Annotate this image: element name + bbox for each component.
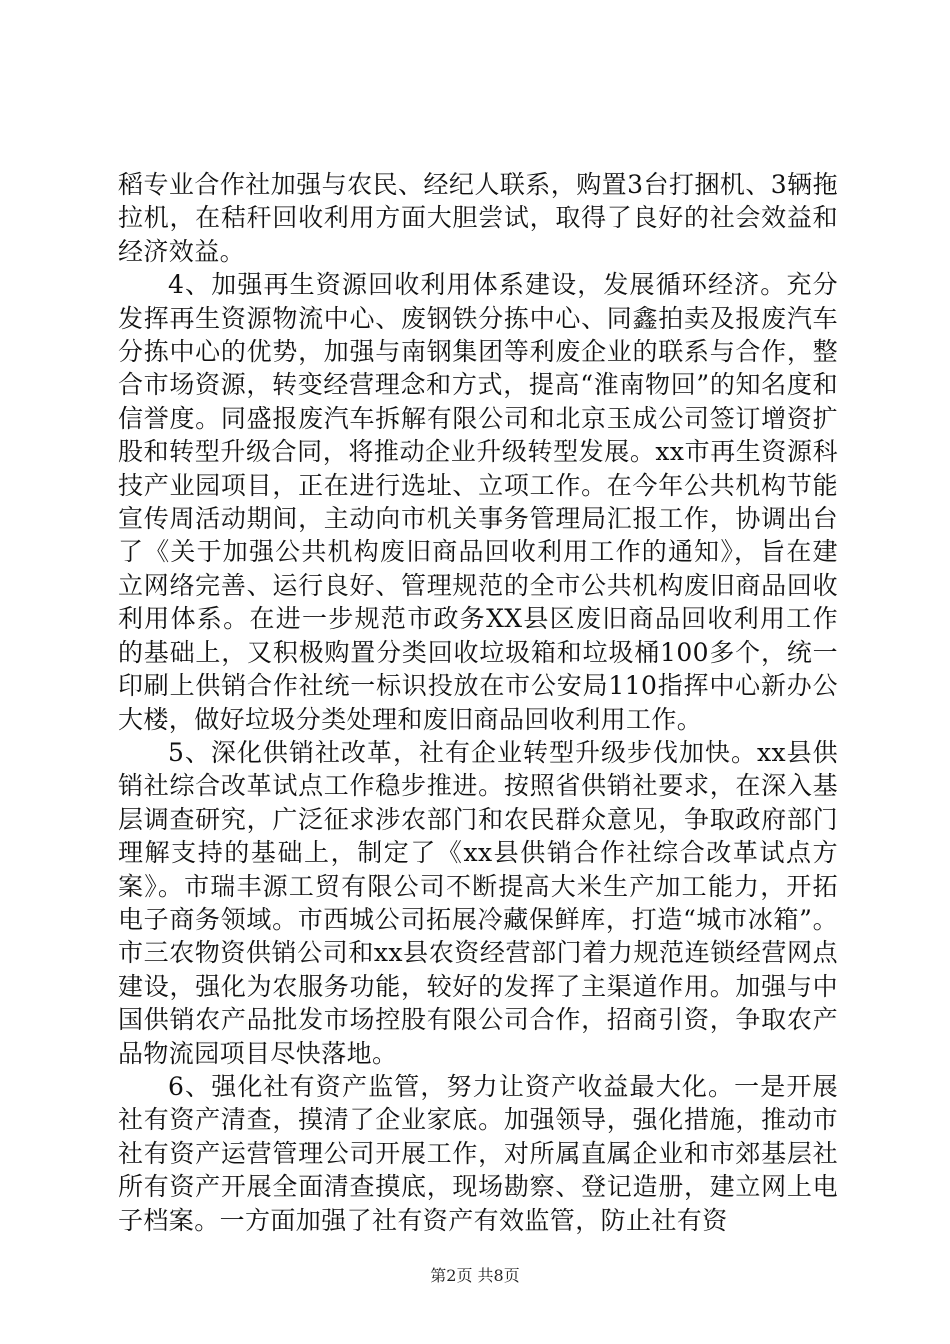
paragraph-4-recycling: 4、加强再生资源回收利用体系建设，发展循环经济。充分发挥再生资源物流中心、废钢铁分拣中心、同鑫拍卖及报废汽车分拣中心的优势，加强与南钢集团等利废企业的联系与合作，整合市场资源，转变经营理念和方式，提高“淮南物回”的知名度和信誉度。同盛报废汽车拆解有限公司和北京玉成公司签订增资扩股和转型升级合同，将推动企业升级转型发展。xx市再生资源科技产业园项目，正在进行选址、立项工作。在今年公共机构节能宣传周活动期间，主动向市机关事务管理局汇报工作，协调出台了《关于加强公共机构废旧商品回收利用工作的通知》，旨在建立网络完善、运行良好、管理规范的全市公共机构废旧商品回收利用体系。在进一步规范市政务XX县区废旧商品回收利用工作的基础上，又积极购置分类回收垃圾箱和垃圾桶100多个，统一印刷上供销合作社统一标识投放在市公安局110指挥中心新办公大楼，做好垃圾分类处理和废旧商品回收利用工作。 <box>118 270 838 734</box>
paragraph-5-reform: 5、深化供销社改革，社有企业转型升级步伐加快。xx县供销社综合改革试点工作稳步推进。按照省供销社要求，在深入基层调查研究，广泛征求涉农部门和农民群众意见，争取政府部门理解支持的基础上，制定了《xx县供销合作社综合改革试点方案》。市瑞丰源工贸有限公司不断提高大米生产加工能力，开拓电子商务领域。市西城公司拓展冷藏保鲜库，打造“城市冰箱”。市三农物资供销公司和xx县农资经营部门着力规范连锁经营网点建设，强化为农服务功能，较好的发挥了主渠道作用。加强与中国供销农产品批发市场控股有限公司合作，招商引资，争取农产品物流园项目尽快落地。 <box>118 737 838 1068</box>
paragraph-continuation: 稻专业合作社加强与农民、经纪人联系，购置3台打捆机、3辆拖拉机，在秸秆回收利用方面大胆尝试，取得了良好的社会效益和经济效益。 <box>118 170 838 266</box>
paragraph-6-asset-supervision: 6、强化社有资产监管，努力让资产收益最大化。一是开展社有资产清查，摸清了企业家底。加强领导，强化措施，推动市社有资产运营管理公司开展工作，对所属直属企业和市郊基层社所有资产开展全面清查摸底，现场勘察、登记造册，建立网上电子档案。一方面加强了社有资产有效监管，防止社有资 <box>118 1071 838 1235</box>
document-body <box>118 168 838 1237</box>
page-footer: 第2页 共8页 <box>430 1266 520 1285</box>
